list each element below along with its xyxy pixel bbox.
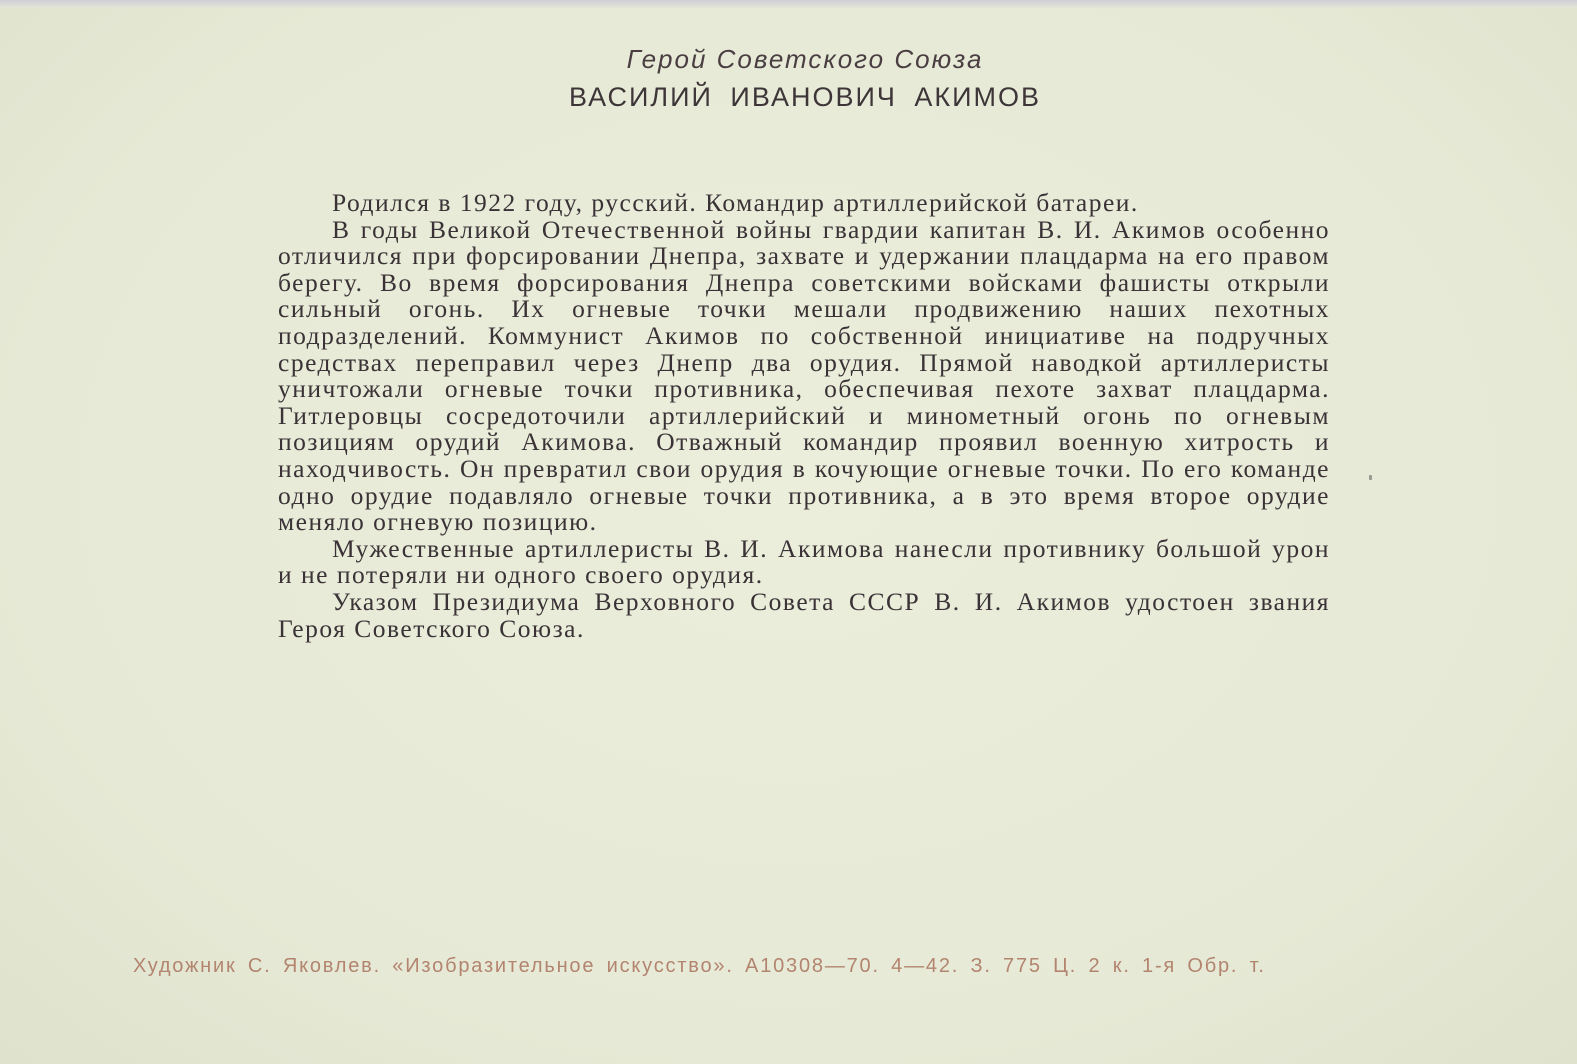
hero-title: Герой Советского Союза	[626, 44, 984, 74]
card-top-edge	[0, 0, 1577, 8]
paper-speck	[1369, 475, 1372, 480]
biography-text	[278, 190, 1330, 642]
hero-name: ВАСИЛИЙ ИВАНОВИЧ АКИМОВ	[568, 82, 1042, 112]
publisher-imprint: Художник С. Яковлев. «Изобразительное искусство». А10308—70. 4—42. З. 775 Ц. 2 к. 1-я Обр. т.	[133, 955, 1266, 977]
bio-paragraph-1: Родился в 1922 году, русский. Командир артиллерийской батареи.	[332, 188, 1139, 217]
bio-paragraph-4: Указом Президиума Верховного Совета СССР В. И. Акимов удостоен звания Героя Советского Союза.	[278, 586, 1330, 643]
bio-paragraph-3: Мужественные артиллеристы В. И. Акимова нанесли противнику большой урон и не потеряли ни одного своего орудия.	[278, 533, 1330, 590]
bio-paragraph-2: В годы Великой Отечественной войны гвардии капитан В. И. Акимов особенно отличился при форсировании Днепра, захвате и удержании плацдарма на его правом берегу. Во время форсирования Днепра советскими войсками фашисты открыли сильный огонь. Их огневые точки мешали продвижению наших пехотных подразделений. Коммунист Акимов по собственной инициативе на подручных средствах переправил через Днепр два орудия. Прямой наводкой артиллеристы уничтожали огневые точки противника, обеспечивая пехоте захват плацдарма. Гитлеровцы сосредоточили артиллерийский и минометный огонь по огневым позициям орудий Акимова. Отважный командир проявил военную хитрость и находчивость. Он превратил свои орудия в кочующие огневые точки. По его команде одно орудие подавляло огневые точки противника, а в это время второе орудие меняло огневую позицию.	[278, 214, 1330, 537]
